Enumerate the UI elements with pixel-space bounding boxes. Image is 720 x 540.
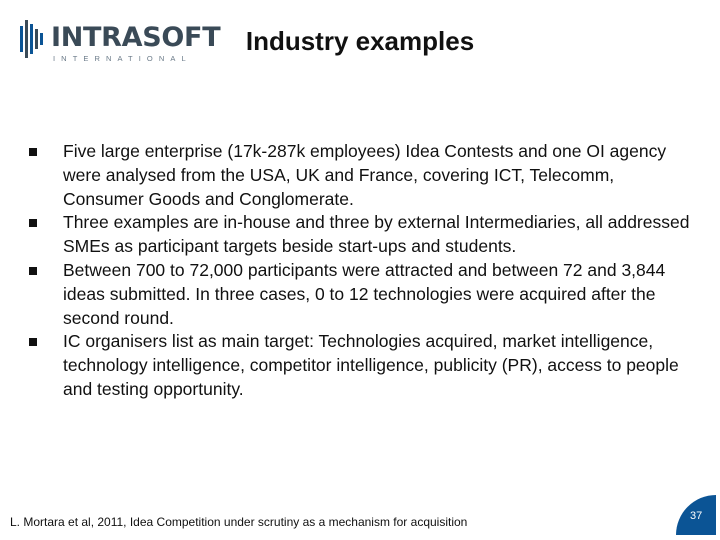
logo-subtitle: INTERNATIONAL [53, 54, 192, 63]
logo-name: INTRASOFT [51, 22, 221, 53]
page-number: 37 [690, 510, 703, 522]
bullet-square-icon [29, 148, 37, 156]
bullet-text: IC organisers list as main target: Technologies acquired, market intelligence, technology intelligence, competitor intelligence, publicity (PR), access to people and testing opportunity. [63, 331, 679, 399]
logo-mark-icon [20, 20, 46, 58]
footer-citation: L. Mortara et al, 2011, Idea Competition under scrutiny as a mechanism for acquisition [10, 515, 468, 529]
bullet-text: Three examples are in-house and three by external Intermediaries, all addressed SMEs as participant targets beside start-ups and students. [63, 212, 690, 257]
bullet-item [0, 140, 720, 211]
slide-title: Industry examples [245, 26, 475, 56]
bullet-list [0, 140, 720, 402]
bullet-square-icon [29, 219, 37, 227]
bullet-item [0, 259, 720, 330]
bullet-item [0, 330, 720, 401]
bullet-item [0, 211, 720, 259]
bullet-text: Between 700 to 72,000 participants were attracted and between 72 and 3,844 ideas submitted. In three cases, 0 to 12 technologies were acquired after the second round. [63, 259, 666, 328]
bullet-text: Five large enterprise (17k-287k employees) Idea Contests and one OI agency were analysed from the USA, UK and France, covering ICT, Telecomm, Consumer Goods and Conglomerate. [63, 141, 667, 209]
bullet-square-icon [29, 267, 37, 275]
page-number-badge [676, 495, 716, 535]
bullet-square-icon [29, 338, 37, 346]
intrasoft-logo [20, 18, 221, 68]
